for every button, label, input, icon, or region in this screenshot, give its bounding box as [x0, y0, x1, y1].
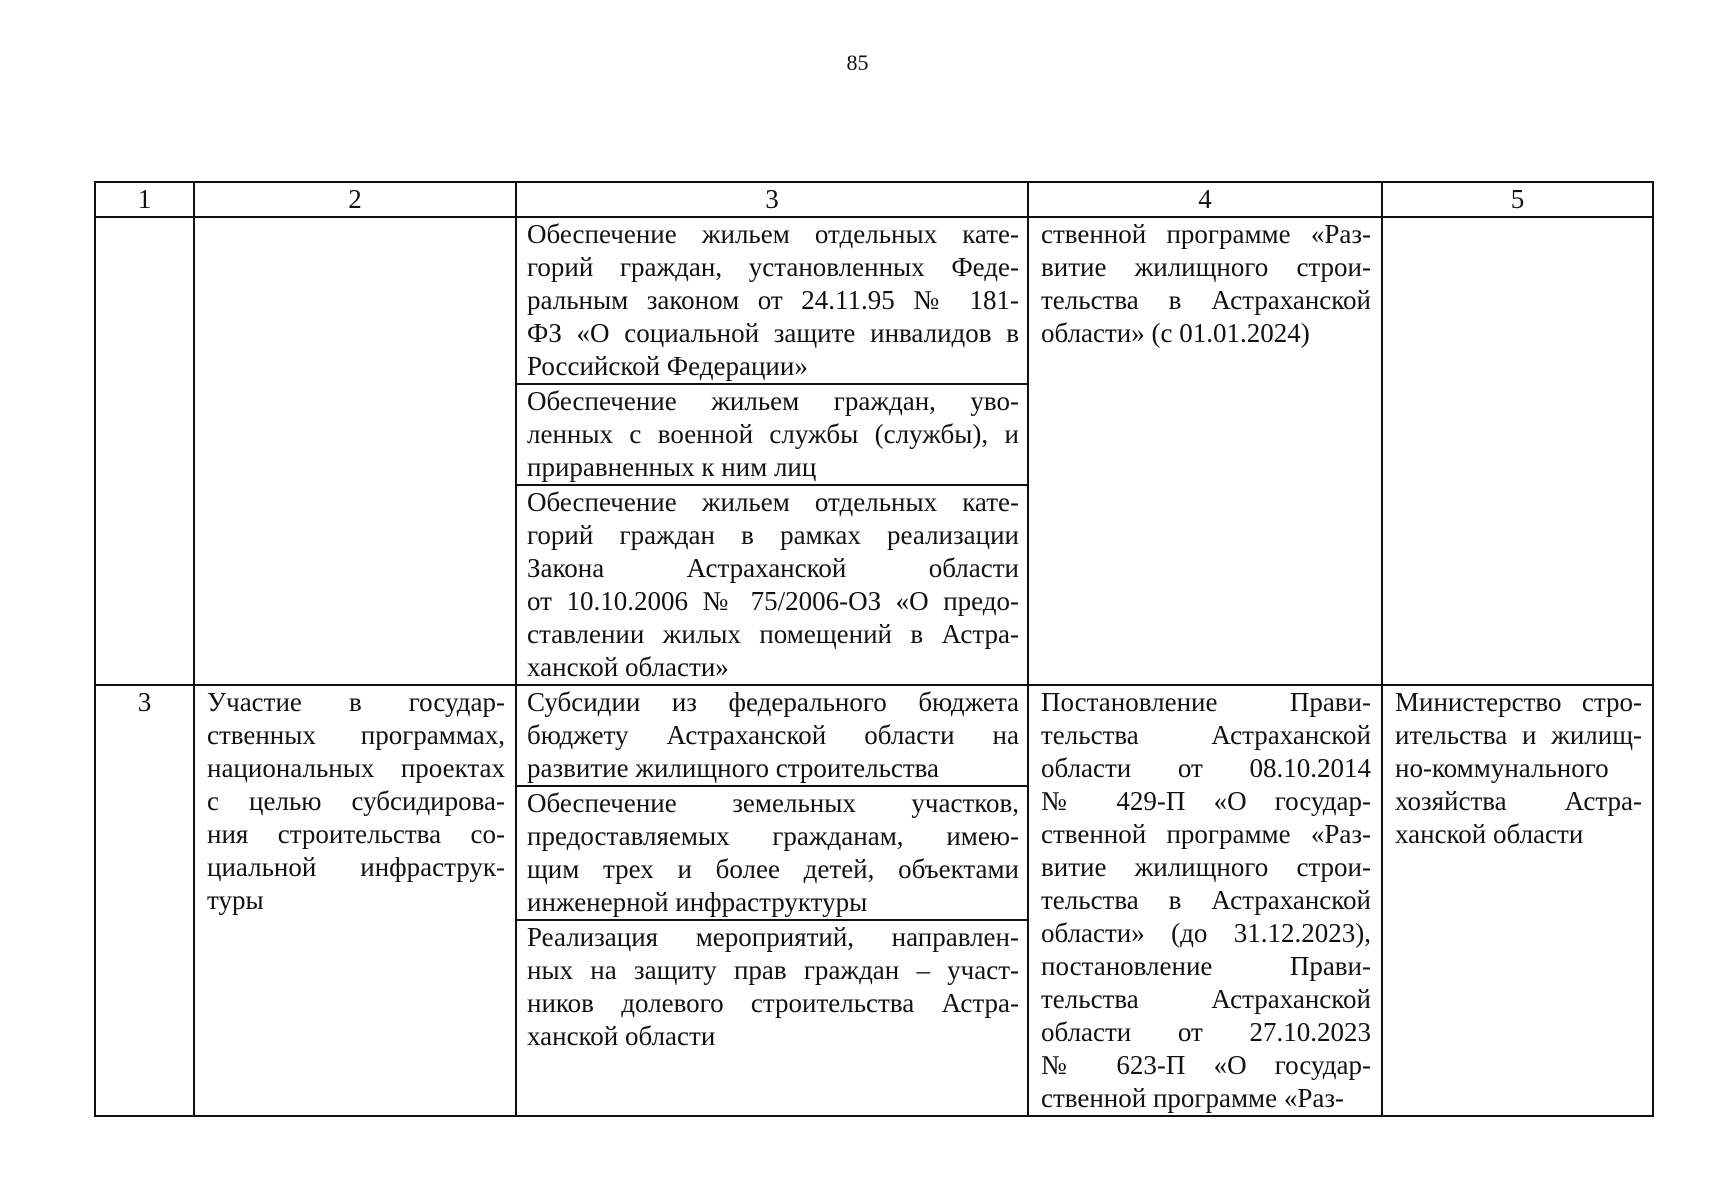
text-line: Обеспечение земельных участков,: [527, 788, 1019, 818]
header-col-2: 2: [194, 182, 516, 217]
text-line: области» (до 31.12.2023),: [1041, 918, 1371, 948]
text-line: ставлении жилых помещений в Астра-: [527, 619, 1019, 649]
header-col-5: 5: [1382, 182, 1653, 217]
text-line: с целью субсидирова-: [207, 786, 505, 816]
row-3-col-4: [1028, 685, 1382, 1116]
measure-item: [517, 218, 1027, 385]
text-line: области от 08.10.2014: [1041, 753, 1371, 783]
text-line: Реализация мероприятий, направлен-: [527, 922, 1019, 952]
text-line: щим трех и более детей, объектами: [527, 854, 1019, 884]
text-line: туры: [207, 885, 264, 915]
row-continued-col-3: [516, 217, 1028, 685]
text-line: Участие в государ-: [207, 687, 505, 717]
text-line: приравненных к ним лиц: [527, 452, 817, 482]
text-line: тельства в Астраханской: [1041, 285, 1371, 315]
text-line: но-коммунального: [1395, 753, 1609, 783]
row-continued-col-1: [95, 217, 194, 685]
legal-basis-text: [1029, 686, 1381, 1115]
text-line: ственных программах,: [207, 720, 505, 750]
row-continued-col-2: [194, 217, 516, 685]
text-line: ственной программе «Раз-: [1041, 819, 1371, 849]
measure-item: [517, 921, 1027, 1053]
measures-list: [517, 218, 1027, 684]
text-line: области от 27.10.2023: [1041, 1017, 1371, 1047]
text-line: ных на защиту прав граждан – участ-: [527, 955, 1019, 985]
row-3-col-3: [516, 685, 1028, 1116]
text-line: № 623-П «О государ-: [1041, 1050, 1371, 1080]
text-line: национальных проектах: [207, 753, 505, 783]
measure-item: [517, 486, 1027, 684]
text-line: Обеспечение жильем отдельных кате-: [527, 219, 1019, 249]
text-line: области» (с 01.01.2024): [1041, 318, 1310, 348]
text-line: ханской области: [527, 1021, 716, 1051]
header-col-3: 3: [516, 182, 1028, 217]
responsible-executor-text: [1383, 686, 1652, 851]
text-line: ральным законом от 24.11.95 № 181-: [527, 285, 1019, 315]
text-line: ственной программе «Раз-: [1041, 219, 1371, 249]
text-line: ительства и жилищ-: [1395, 720, 1642, 750]
text-line: Закона Астраханской области: [527, 553, 1019, 583]
text-line: Постановление Прави-: [1041, 687, 1371, 717]
text-line: ния строительства со-: [207, 819, 505, 849]
text-line: инженерной инфраструктуры: [527, 887, 868, 917]
header-col-1: 1: [95, 182, 194, 217]
text-line: развитие жилищного строительства: [527, 753, 940, 783]
text-line: ственной программе «Раз-: [1041, 1083, 1345, 1113]
row-3-number: 3: [137, 687, 152, 717]
row-continued-col-4: [1028, 217, 1382, 685]
table-header-row: [95, 182, 1653, 217]
text-line: ханской области: [1395, 819, 1584, 849]
text-line: ханской области»: [527, 652, 729, 682]
measure-item: [517, 385, 1027, 486]
table-row-continued: [95, 217, 1653, 685]
measure-item: [517, 787, 1027, 921]
measure-item: [517, 686, 1027, 787]
row-3-col-2: [194, 685, 516, 1116]
header-col-4: 4: [1028, 182, 1382, 217]
legal-basis-text: [1029, 218, 1381, 350]
text-line: хозяйства Астра-: [1395, 786, 1642, 816]
text-line: горий граждан в рамках реализации: [527, 520, 1019, 550]
row-continued-col-5: [1382, 217, 1653, 685]
text-line: Обеспечение жильем отдельных кате-: [527, 487, 1019, 517]
measures-list: [517, 686, 1027, 1115]
program-table: [94, 181, 1654, 1117]
text-line: ФЗ «О социальной защите инвалидов в: [527, 318, 1019, 348]
text-line: тельства в Астраханской: [1041, 885, 1371, 915]
text-line: тельства Астраханской: [1041, 720, 1371, 750]
text-line: Субсидии из федерального бюджета: [527, 687, 1019, 717]
text-line: бюджету Астраханской области на: [527, 720, 1019, 750]
text-line: ленных с военной службы (службы), и: [527, 419, 1019, 449]
direction-text: [195, 686, 515, 917]
text-line: ников долевого строительства Астра-: [527, 988, 1019, 1018]
text-line: Обеспечение жильем граждан, уво-: [527, 386, 1019, 416]
row-3-col-5: [1382, 685, 1653, 1116]
text-line: Министерство стро-: [1395, 687, 1642, 717]
text-line: тельства Астраханской: [1041, 984, 1371, 1014]
text-line: № 429-П «О государ-: [1041, 786, 1371, 816]
text-line: предоставляемых гражданам, имею-: [527, 821, 1019, 851]
text-line: Российской Федерации»: [527, 351, 808, 381]
text-line: витие жилищного строи-: [1041, 252, 1371, 282]
table-row-3: [95, 685, 1653, 1116]
page-number: 85: [846, 50, 869, 75]
text-line: от 10.10.2006 № 75/2006-ОЗ «О предо-: [527, 586, 1019, 616]
text-line: постановление Прави-: [1041, 951, 1371, 981]
text-line: циальной инфраструк-: [207, 852, 505, 882]
text-line: горий граждан, установленных Феде-: [527, 252, 1019, 282]
text-line: витие жилищного строи-: [1041, 852, 1371, 882]
row-3-number-cell: [95, 685, 194, 1116]
